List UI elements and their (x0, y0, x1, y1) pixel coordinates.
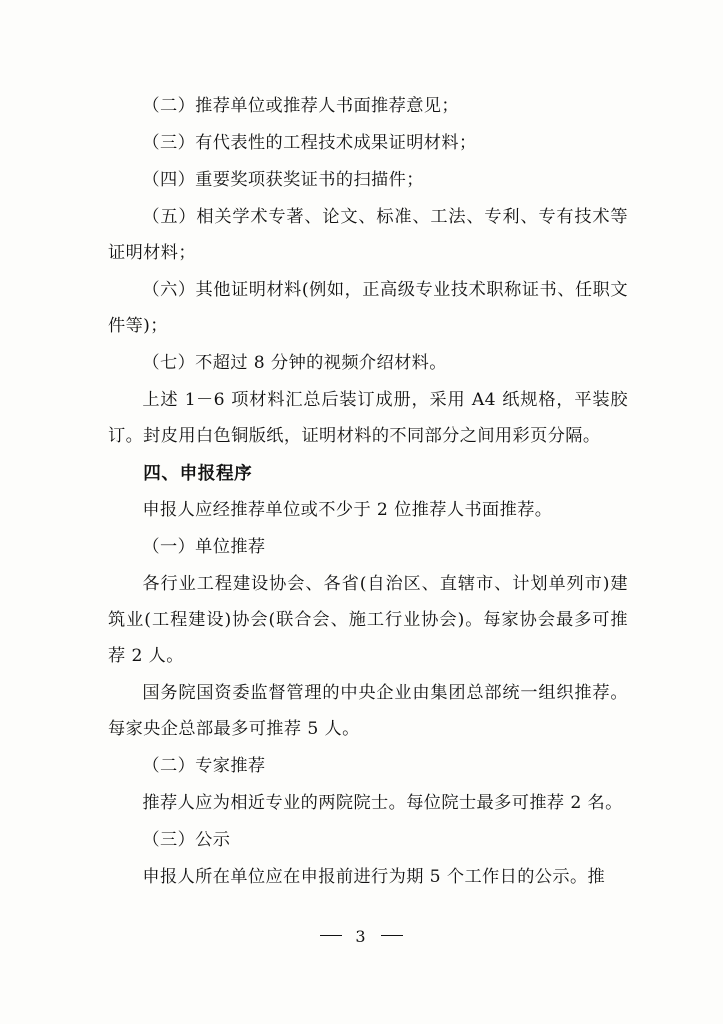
section-intro-paragraph: 申报人应经推荐单位或不少于 2 位推荐人书面推荐。 (142, 500, 553, 520)
subsection-title: （二）专家推荐 (142, 756, 266, 776)
list-item: （四）重要奖项获奖证书的扫描件； (142, 170, 424, 190)
list-item: （六）其他证明材料(例如，正高级专业技术职称证书、任职文件等)； (108, 280, 628, 336)
subsection-paragraph: 申报人所在单位应在申报前进行为期 5 个工作日的公示。推 (142, 867, 606, 887)
subsection-title: （一）单位推荐 (142, 537, 266, 557)
document-body (108, 88, 628, 896)
subsection-paragraph: 各行业工程建设协会、各省(自治区、直辖市、计划单列市)建筑业(工程建设)协会(联合会、施工行业协会)。每家协会最多可推荐 2 人。 (108, 574, 628, 666)
list-item: （三）有代表性的工程技术成果证明材料； (142, 133, 477, 153)
list-item: （五）相关学术专著、论文、标准、工法、专利、专有技术等证明材料； (108, 207, 628, 263)
page-number: 3 (355, 927, 368, 946)
list-item: （七）不超过 8 分钟的视频介绍材料。 (142, 353, 447, 373)
binding-note-paragraph: 上述 1－6 项材料汇总后装订成册，采用 A4 纸规格，平装胶订。封皮用白色铜版纸，证明材料的不同部分之间用彩页分隔。 (108, 390, 628, 446)
subsection-paragraph: 国务院国资委监督管理的中央企业由集团总部统一组织推荐。每家央企总部最多可推荐 5 人。 (108, 683, 628, 739)
subsection-title: （三）公示 (142, 830, 231, 850)
section-heading: 四、申报程序 (143, 463, 253, 484)
page-footer (0, 927, 723, 946)
footer-dash-left (320, 935, 342, 936)
subsection-paragraph: 推荐人应为相近专业的两院院士。每位院士最多可推荐 2 名。 (142, 793, 623, 813)
list-item: （二）推荐单位或推荐人书面推荐意见； (142, 96, 459, 116)
footer-dash-right (381, 935, 403, 936)
